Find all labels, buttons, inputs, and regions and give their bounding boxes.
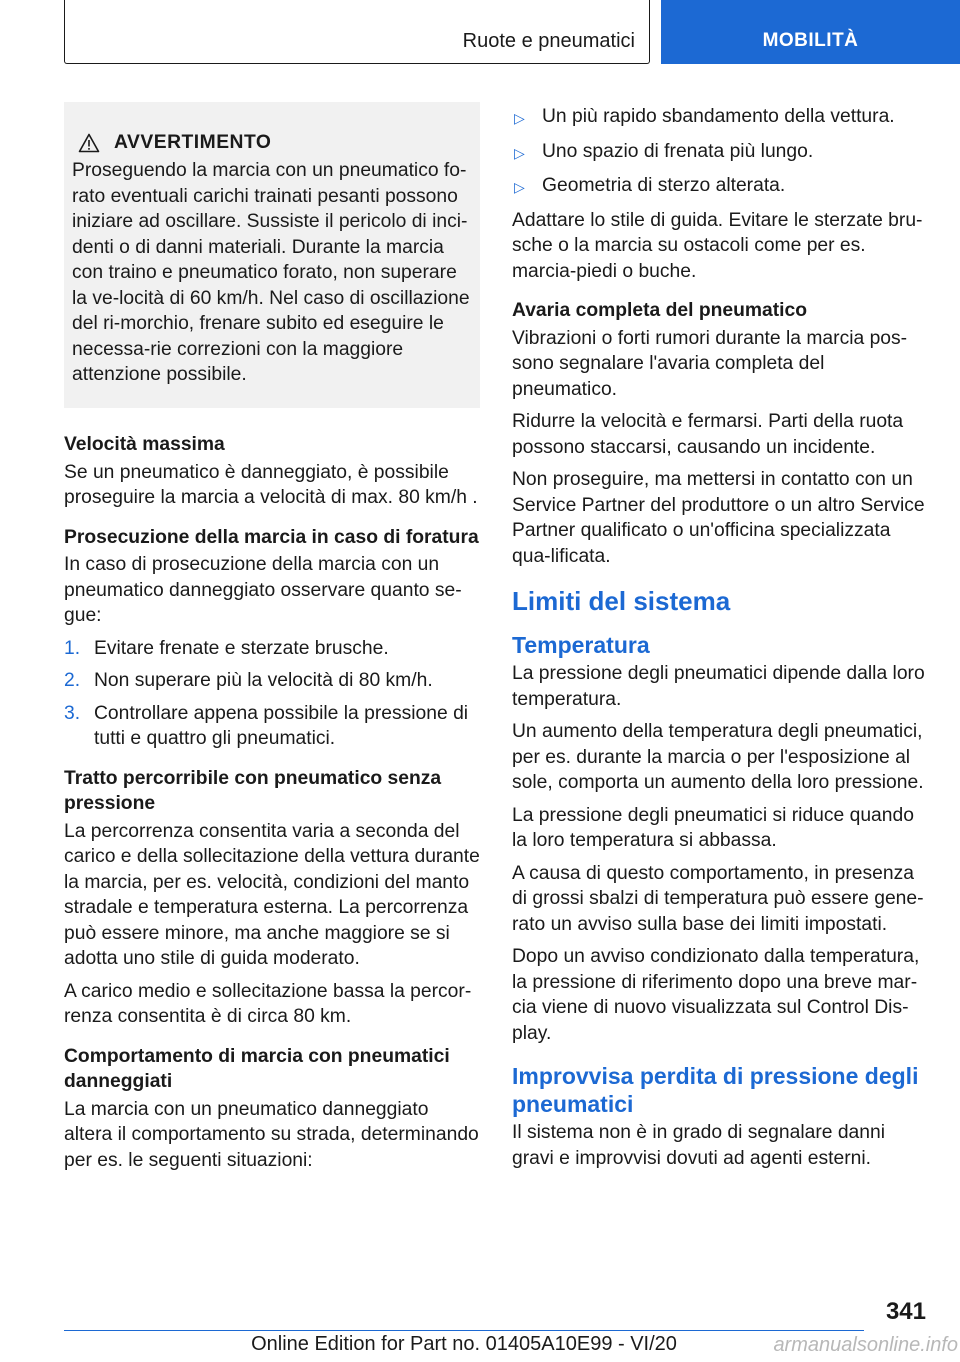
list-item: 2. Non superare più la velocità di 80 km/h. bbox=[64, 670, 433, 691]
speed-text: Se un pneumatico è danneggiato, è possibile proseguire la marcia a velocità di max. 80 km/h . bbox=[64, 461, 478, 508]
temperature-text-5: Dopo un avviso condizionato dalla temperatura, la pressione di riferimento dopo una breve mar-cia viene di nuovo visualizzata sul Control Dis-play. bbox=[512, 946, 920, 1044]
temperature-text-2: Un aumento della temperatura degli pneumatici, per es. durante la marcia o per l'esposizione al sole, comporta un aumento della loro pressione. bbox=[512, 721, 924, 793]
watermark-logo: armanualsonline.info bbox=[773, 1334, 958, 1356]
behavior-heading: Comportamento di marcia con pneumatici danneggiati bbox=[64, 1045, 450, 1092]
limits-heading: Limiti del sistema bbox=[512, 586, 731, 616]
warning-title: AVVERTIMENTO bbox=[114, 132, 272, 153]
speed-heading: Velocità massima bbox=[64, 434, 225, 455]
failure-text-3: Non proseguire, ma mettersi in contatto con un Service Partner del produttore o un altro Service Partner qualificato o un'officina specializzata qua-lificata. bbox=[512, 469, 925, 567]
warning-text: Proseguendo la marcia con un pneumatico fo-rato eventuali carichi trainati pesanti possono iniziare ad oscillare. Sussiste il pericolo di inci-denti o di danni materiali. Durante la marcia con traino e pneumatico forato, non superare la ve-locità di 60 km/h. Nel caso di oscillazione del ri-morchio, frenare subito ed eseguire le necessa-rie correzioni con la maggiore attenzione possibile. bbox=[72, 160, 470, 385]
warning-box bbox=[64, 102, 480, 408]
footer-edition: Online Edition for Part no. 01405A10E99 - VI/20 bbox=[251, 1333, 677, 1355]
temperature-text-3: La pressione degli pneumatici si riduce quando la loro temperatura si abbassa. bbox=[512, 804, 914, 851]
section-title: Ruote e pneumatici bbox=[462, 30, 635, 52]
chapter-tab bbox=[661, 0, 960, 64]
temperature-heading: Temperatura bbox=[512, 632, 650, 658]
list-item: ▷ Geometria di sterzo alterata. bbox=[512, 173, 928, 201]
behavior-text: La marcia con un pneumatico danneggiato altera il comportamento su strada, determinando per es. le seguenti situazioni: bbox=[64, 1098, 479, 1171]
sudden-loss-heading: Improvvisa perdita di pressione degli pneumatici bbox=[512, 1063, 919, 1117]
continue-heading: Prosecuzione della marcia in caso di foratura bbox=[64, 526, 479, 548]
distance-text-2: A carico medio e sollecitazione bassa la percor-renza consentita è di circa 80 km. bbox=[64, 980, 472, 1027]
page-number: 341 bbox=[885, 1298, 926, 1325]
failure-heading: Avaria completa del pneumatico bbox=[512, 300, 808, 321]
warning-triangle-icon bbox=[78, 133, 100, 153]
footer-divider bbox=[64, 1330, 864, 1331]
warning-title-row bbox=[72, 132, 472, 154]
list-item: ▷ Uno spazio di frenata più lungo. bbox=[512, 139, 928, 167]
temperature-text-1: La pressione degli pneumatici dipende dalla loro temperatura. bbox=[512, 663, 925, 710]
list-item: ▷ Un più rapido sbandamento della vettura. bbox=[512, 104, 928, 132]
triangle-bullet-icon: ▷ bbox=[514, 179, 525, 195]
steps-list bbox=[64, 636, 480, 752]
effects-list bbox=[512, 104, 928, 201]
failure-text-1: Vibrazioni o forti rumori durante la marcia pos-sono segnalare l'avaria completa del pneumatico. bbox=[512, 327, 908, 400]
adapt-text: Adattare lo stile di guida. Evitare le sterzate bru-sche o la marcia su ostacoli come per es. marcia-piedi o buche. bbox=[512, 209, 923, 282]
header-section-box bbox=[64, 0, 650, 64]
right-column bbox=[512, 104, 928, 1178]
failure-text-2: Ridurre la velocità e fermarsi. Parti della ruota possono staccarsi, causando un incidente. bbox=[512, 411, 904, 458]
distance-heading: Tratto percorribile con pneumatico senza pressione bbox=[64, 767, 442, 814]
triangle-bullet-icon: ▷ bbox=[514, 110, 525, 126]
list-item: 3. Controllare appena possibile la pressione di tutti e quattro gli pneumatici. bbox=[64, 702, 469, 749]
continue-text: In caso di prosecuzione della marcia con un pneumatico danneggiato osservare quanto se-gue: bbox=[64, 554, 462, 626]
left-column bbox=[64, 432, 480, 1180]
triangle-bullet-icon: ▷ bbox=[514, 144, 525, 161]
distance-text-1: La percorrenza consentita varia a seconda del carico e della sollecitazione della vettura durante la marcia, per es. velocità, condizioni del manto stradale e temperatura esterna. La percorrenza può essere minore, ma anche maggiore se si adotta uno stile di guida moderato. bbox=[64, 820, 480, 969]
sudden-loss-text: Il sistema non è in grado di segnalare danni gravi e improvvisi dovuti ad agenti esterni. bbox=[512, 1122, 886, 1169]
chapter-tab-label: MOBILITÀ bbox=[762, 30, 859, 51]
temperature-text-4: A causa di questo comportamento, in presenza di grossi sbalzi di temperatura può essere gene-rato un avviso sulla base dei limiti impostati. bbox=[512, 862, 924, 935]
list-item: 1. Evitare frenate e sterzate brusche. bbox=[64, 637, 389, 659]
